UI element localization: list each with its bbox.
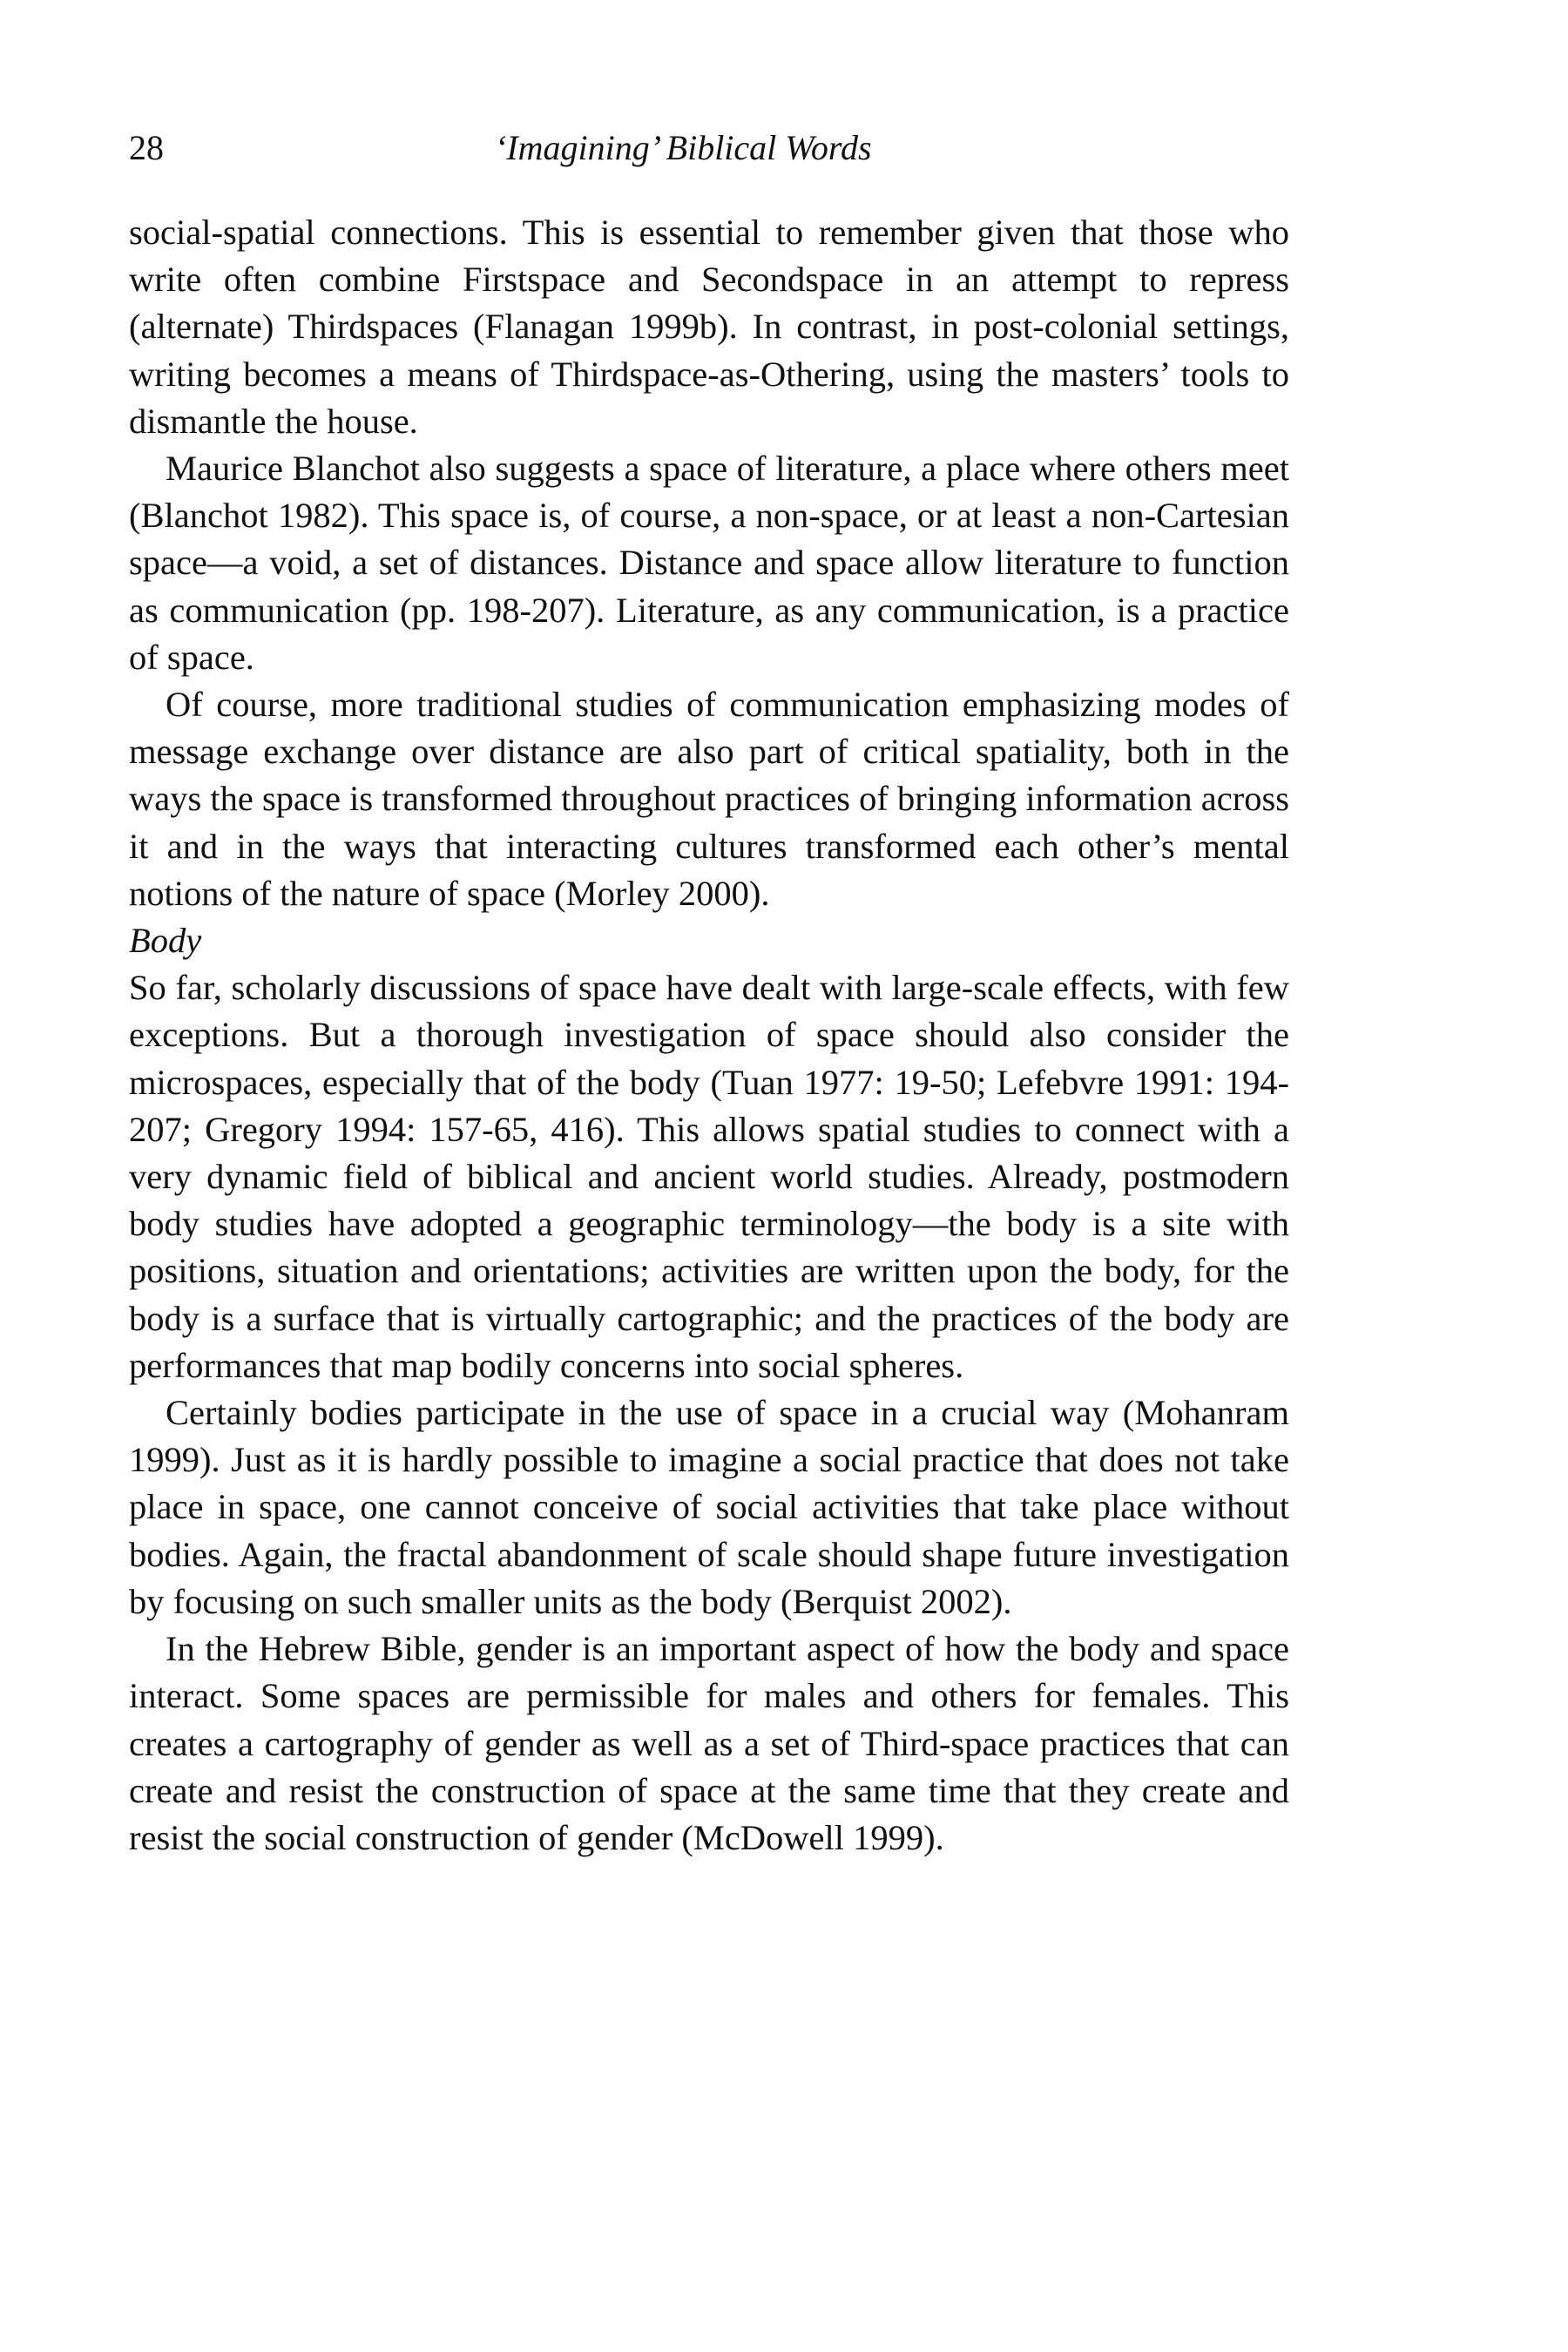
paragraph-blanchot: Maurice Blanchot also suggests a space of literature, a place where others meet (Blanchot 1982). This space is, of course, a non-space, or at least a non-Cartesian space—a void, a set of distances. Distance and space allow literature to function as communication (pp. 198-207). Literature, as any communication, is a practice of space.	[129, 449, 1289, 677]
paragraph-communication: Of course, more traditional studies of communication emphasizing modes of message exchange over distance are also part of critical spatiality, both in the ways the space is transformed throughout practices of bringing information across it and in the ways that interacting cultures transformed each other’s mental notions of the nature of space (Morley 2000).	[129, 685, 1289, 913]
section-heading-body: Body	[129, 921, 202, 961]
body-text	[129, 209, 1289, 1862]
paragraph-gender: In the Hebrew Bible, gender is an important aspect of how the body and space interact. Some spaces are permissible for males and others for females. This creates a cartography of gender as well as a set of Third-space practices that can create and resist the construction of space at the same time that they create and resist the social construction of gender (McDowell 1999).	[129, 1629, 1289, 1857]
running-header	[129, 122, 1289, 174]
page-number: 28	[129, 128, 164, 167]
paragraph-continued: social-spatial connections. This is essential to remember given that those who write often combine Firstspace and Secondspace in an attempt to repress (alternate) Thirdspaces (Flanagan 1999b). In contrast, in post-colonial settings, writing becomes a means of Thirdspace-as-Othering, using the masters’ tools to dismantle the house.	[129, 213, 1289, 441]
paragraph-bodies-space: Certainly bodies participate in the use of space in a crucial way (Mohanram 1999). Just as it is hardly possible to imagine a social practice that does not take place in space, one cannot conceive of social activities that take place without bodies. Again, the fractal abandonment of scale should shape future investigation by focusing on such smaller units as the body (Berquist 2002).	[129, 1393, 1289, 1621]
running-title: ‘Imagining’ Biblical Words	[495, 128, 872, 167]
paragraph-body-intro: So far, scholarly discussions of space have dealt with large-scale effects, with few exceptions. But a thorough investigation of space should also consider the microspaces, especially that of the body (Tuan 1977: 19-50; Lefebvre 1991: 194-207; Gregory 1994: 157-65, 416). This allows spatial studies to connect with a very dynamic field of biblical and ancient world studies. Already, postmodern body studies have adopted a geographic terminology—the body is a site with positions, situation and orientations; activities are written upon the body, for the body is a surface that is virtually cartographic; and the practices of the body are performances that map bodily concerns into social spheres.	[129, 968, 1289, 1385]
